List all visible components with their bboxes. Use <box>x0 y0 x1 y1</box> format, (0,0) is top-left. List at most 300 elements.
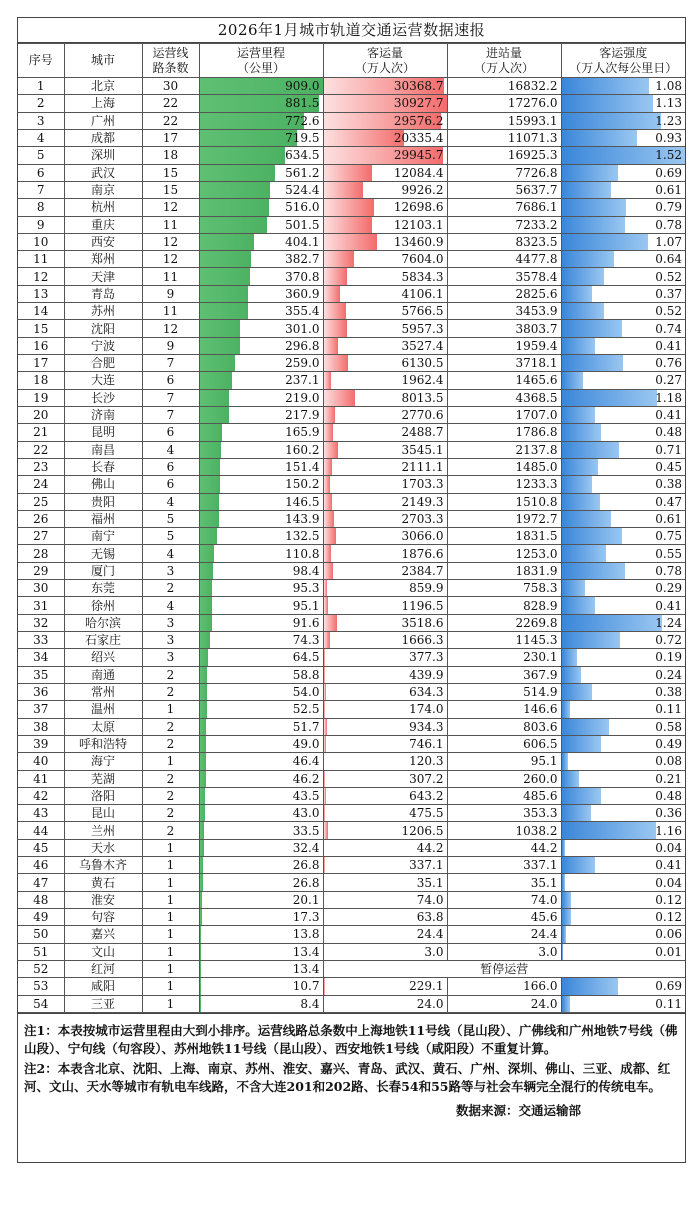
cell-km-bar <box>200 390 230 406</box>
cell-lines: 17 <box>142 129 199 146</box>
header-lines <box>142 44 199 78</box>
cell-entry <box>447 562 561 579</box>
cell-intensity-bar <box>562 736 602 752</box>
cell-pax-bar <box>324 442 338 458</box>
cell-entry <box>447 147 561 164</box>
table-row <box>18 233 685 250</box>
cell-pax-bar <box>324 251 354 267</box>
cell-entry-value: 367.9 <box>523 667 558 682</box>
cell-no: 36 <box>18 683 64 700</box>
cell-pax-bar <box>324 199 375 215</box>
cell-intensity <box>561 147 685 164</box>
cell-city: 呼和浩特 <box>64 735 142 752</box>
cell-pax-value: 35.1 <box>416 875 444 890</box>
cell-city: 太原 <box>64 718 142 735</box>
cell-km <box>199 164 323 181</box>
cell-pax <box>323 95 447 112</box>
cell-lines: 3 <box>142 632 199 649</box>
cell-lines: 4 <box>142 597 199 614</box>
cell-intensity-value: 1.07 <box>655 234 682 249</box>
cell-km-bar <box>200 753 206 769</box>
cell-km-bar <box>200 805 206 821</box>
cell-km-value: 634.5 <box>285 148 320 163</box>
cell-no: 14 <box>18 303 64 320</box>
cell-city: 合肥 <box>64 355 142 372</box>
cell-lines: 1 <box>142 960 199 977</box>
cell-lines: 1 <box>142 839 199 856</box>
cell-city: 石家庄 <box>64 632 142 649</box>
cell-intensity-value: 0.78 <box>655 563 682 578</box>
cell-intensity <box>561 199 685 216</box>
cell-km <box>199 199 323 216</box>
cell-intensity <box>561 545 685 562</box>
cell-city: 青岛 <box>64 285 142 302</box>
cell-km <box>199 909 323 926</box>
cell-km <box>199 95 323 112</box>
cell-intensity-value: 0.69 <box>655 979 682 994</box>
cell-lines: 12 <box>142 320 199 337</box>
cell-entry-value: 24.0 <box>530 996 558 1011</box>
cell-km-value: 13.4 <box>292 944 320 959</box>
cell-pax-value: 2488.7 <box>401 425 444 440</box>
cell-intensity <box>561 649 685 666</box>
cell-km-value: 98.4 <box>292 563 320 578</box>
cell-entry <box>447 909 561 926</box>
cell-entry-value: 1253.0 <box>515 546 558 561</box>
cell-intensity <box>561 597 685 614</box>
cell-intensity-value: 0.12 <box>655 892 682 907</box>
cell-pax <box>323 251 447 268</box>
cell-city: 南京 <box>64 181 142 198</box>
cell-pax-value: 29576.2 <box>393 113 444 128</box>
cell-entry-value: 2269.8 <box>515 615 558 630</box>
cell-pax-value: 1666.3 <box>401 633 444 648</box>
cell-pax-value: 6130.5 <box>401 356 444 371</box>
cell-km <box>199 597 323 614</box>
cell-pax <box>323 753 447 770</box>
cell-entry <box>447 510 561 527</box>
cell-entry-value: 1485.0 <box>515 460 558 475</box>
cell-km-bar <box>200 355 235 371</box>
cell-intensity-bar <box>562 338 595 354</box>
cell-city: 深圳 <box>64 147 142 164</box>
cell-km <box>199 787 323 804</box>
cell-lines: 1 <box>142 995 199 1012</box>
cell-km-bar <box>200 442 222 458</box>
cell-pax <box>323 303 447 320</box>
cell-entry <box>447 545 561 562</box>
cell-entry-value: 1831.5 <box>515 529 558 544</box>
table-row <box>18 753 685 770</box>
cell-pax-value: 3.0 <box>424 944 444 959</box>
cell-km <box>199 441 323 458</box>
cell-intensity-bar <box>562 545 607 561</box>
cell-km-value: 95.1 <box>292 598 320 613</box>
cell-pax-value: 12698.6 <box>393 200 444 215</box>
cell-intensity <box>561 268 685 285</box>
cell-entry <box>447 251 561 268</box>
cell-km-bar <box>200 372 232 388</box>
cell-entry-value: 828.9 <box>523 598 558 613</box>
cell-pax-value: 2111.1 <box>401 460 444 475</box>
cell-pax-value: 3527.4 <box>401 338 444 353</box>
table-row <box>18 389 685 406</box>
cell-lines: 9 <box>142 337 199 354</box>
cell-km <box>199 528 323 545</box>
cell-lines: 2 <box>142 666 199 683</box>
cell-pax <box>323 874 447 891</box>
header-pax-line2: （万人次） <box>354 60 415 75</box>
cell-no: 45 <box>18 839 64 856</box>
cell-intensity-bar <box>562 771 579 787</box>
cell-intensity <box>561 891 685 908</box>
cell-no: 31 <box>18 597 64 614</box>
cell-pax-bar <box>324 355 348 371</box>
cell-city: 北京 <box>64 78 142 95</box>
cell-pax <box>323 458 447 475</box>
cell-km-value: 110.8 <box>285 546 320 561</box>
cell-pax-bar <box>324 649 326 665</box>
cell-km-bar <box>200 407 229 423</box>
cell-pax <box>323 355 447 372</box>
cell-km <box>199 926 323 943</box>
cell-intensity-bar <box>562 355 624 371</box>
cell-pax <box>323 787 447 804</box>
cell-pax-value: 934.3 <box>409 719 444 734</box>
cell-intensity-value: 0.55 <box>655 546 682 561</box>
cell-intensity-bar <box>562 805 591 821</box>
cell-intensity <box>561 718 685 735</box>
cell-km <box>199 822 323 839</box>
cell-km-bar <box>200 667 208 683</box>
cell-lines: 2 <box>142 718 199 735</box>
cell-intensity-value: 0.27 <box>655 373 682 388</box>
cell-city: 西安 <box>64 233 142 250</box>
cell-pax-value: 30927.7 <box>393 96 444 111</box>
cell-city: 文山 <box>64 943 142 960</box>
cell-km <box>199 458 323 475</box>
cell-entry <box>447 355 561 372</box>
cell-km-bar <box>200 303 248 319</box>
cell-pax-value: 2149.3 <box>401 494 444 509</box>
cell-lines: 11 <box>142 303 199 320</box>
cell-intensity <box>561 181 685 198</box>
cell-km-value: 219.0 <box>285 390 320 405</box>
cell-km <box>199 268 323 285</box>
cell-city: 常州 <box>64 683 142 700</box>
cell-intensity <box>561 909 685 926</box>
cell-intensity-value: 0.01 <box>655 944 682 959</box>
cell-km-value: 146.5 <box>285 494 320 509</box>
cell-entry <box>447 943 561 960</box>
cell-pax <box>323 181 447 198</box>
cell-pax <box>323 406 447 423</box>
header-intensity-line1: 客运强度 <box>599 45 648 60</box>
table-row <box>18 355 685 372</box>
cell-pax-value: 9926.2 <box>401 183 444 198</box>
cell-km-value: 46.4 <box>292 754 320 769</box>
cell-intensity-value: 0.47 <box>655 494 682 509</box>
cell-entry <box>447 95 561 112</box>
cell-entry <box>447 891 561 908</box>
cell-entry-value: 24.4 <box>530 927 558 942</box>
table-row <box>18 372 685 389</box>
cell-entry-value: 16925.3 <box>507 148 558 163</box>
cell-pax <box>323 199 447 216</box>
cell-pax-bar <box>324 822 329 838</box>
cell-pax <box>323 735 447 752</box>
cell-km-bar <box>200 528 218 544</box>
cell-no: 10 <box>18 233 64 250</box>
header-lines-line1: 运营线 <box>152 45 189 60</box>
cell-lines: 1 <box>142 857 199 874</box>
cell-entry-value: 4368.5 <box>515 390 558 405</box>
cell-intensity-bar <box>562 874 565 890</box>
cell-km-value: 17.3 <box>292 910 320 925</box>
cell-km-bar <box>200 649 209 665</box>
cell-entry <box>447 718 561 735</box>
cell-pax-bar <box>324 701 325 717</box>
cell-intensity-value: 0.04 <box>655 840 682 855</box>
cell-intensity-value: 0.21 <box>655 771 682 786</box>
table-row <box>18 303 685 320</box>
cell-intensity-value: 0.49 <box>655 737 682 752</box>
cell-pax-bar <box>324 130 405 146</box>
cell-pax <box>323 233 447 250</box>
cell-entry <box>447 805 561 822</box>
cell-intensity <box>561 406 685 423</box>
cell-city: 沈阳 <box>64 320 142 337</box>
cell-intensity-bar <box>562 944 563 960</box>
cell-entry-value: 514.9 <box>523 685 558 700</box>
cell-entry-value: 3578.4 <box>515 269 558 284</box>
cell-intensity-value: 0.52 <box>655 304 682 319</box>
cell-intensity <box>561 735 685 752</box>
cell-entry-value: 166.0 <box>523 979 558 994</box>
cell-km <box>199 216 323 233</box>
cell-entry <box>447 320 561 337</box>
cell-km-value: 32.4 <box>292 840 320 855</box>
cell-intensity <box>561 389 685 406</box>
cell-km-bar <box>200 978 201 994</box>
cell-pax-bar <box>324 407 335 423</box>
cell-pax <box>323 580 447 597</box>
table-row <box>18 839 685 856</box>
table-row <box>18 129 685 146</box>
table-row <box>18 960 685 977</box>
cell-pax <box>323 424 447 441</box>
cell-intensity-bar <box>562 840 565 856</box>
cell-pax <box>323 268 447 285</box>
cell-km <box>199 78 323 95</box>
cell-intensity <box>561 943 685 960</box>
cell-km <box>199 753 323 770</box>
cell-no: 27 <box>18 528 64 545</box>
cell-km-value: 143.9 <box>285 511 320 526</box>
cell-km-value: 51.7 <box>292 719 320 734</box>
cell-intensity-bar <box>562 926 567 942</box>
table-body <box>18 78 685 1013</box>
header-intensity <box>561 44 685 78</box>
cell-km-value: 33.5 <box>292 823 320 838</box>
cell-lines: 6 <box>142 372 199 389</box>
table-row <box>18 181 685 198</box>
cell-pax <box>323 164 447 181</box>
cell-km <box>199 943 323 960</box>
cell-intensity <box>561 562 685 579</box>
cell-city: 南宁 <box>64 528 142 545</box>
cell-intensity-value: 0.41 <box>655 598 682 613</box>
cell-intensity <box>561 857 685 874</box>
header-city: 城市 <box>64 44 142 78</box>
table-row <box>18 458 685 475</box>
cell-no: 11 <box>18 251 64 268</box>
cell-city: 句容 <box>64 909 142 926</box>
cell-lines: 2 <box>142 735 199 752</box>
cell-km <box>199 562 323 579</box>
table-row <box>18 251 685 268</box>
cell-km-value: 8.4 <box>300 996 320 1011</box>
cell-intensity-value: 0.76 <box>655 356 682 371</box>
cell-entry-value: 337.1 <box>523 858 558 873</box>
cell-km-bar <box>200 476 220 492</box>
cell-city: 东莞 <box>64 580 142 597</box>
cell-no: 49 <box>18 909 64 926</box>
cell-km-bar <box>200 632 210 648</box>
cell-pax-value: 24.4 <box>416 927 444 942</box>
cell-lines: 1 <box>142 874 199 891</box>
cell-km-bar <box>200 234 255 250</box>
cell-km-bar <box>200 424 222 440</box>
cell-intensity-bar <box>562 286 592 302</box>
cell-entry-value: 74.0 <box>530 892 558 907</box>
cell-no: 28 <box>18 545 64 562</box>
cell-intensity <box>561 580 685 597</box>
cell-pax-bar <box>324 459 332 475</box>
cell-km-value: 52.5 <box>292 702 320 717</box>
cell-lines: 4 <box>142 441 199 458</box>
cell-pax-value: 44.2 <box>416 840 444 855</box>
cell-km <box>199 614 323 631</box>
cell-pax-value: 475.5 <box>409 806 444 821</box>
cell-intensity-value: 1.24 <box>655 615 682 630</box>
cell-pax-value: 2770.6 <box>401 408 444 423</box>
cell-pax-bar <box>324 286 340 302</box>
table-row <box>18 147 685 164</box>
cell-city: 芜湖 <box>64 770 142 787</box>
cell-city: 苏州 <box>64 303 142 320</box>
cell-entry <box>447 701 561 718</box>
cell-pax-bar <box>324 857 325 873</box>
cell-intensity-value: 0.79 <box>655 200 682 215</box>
cell-intensity-value: 1.08 <box>655 79 682 94</box>
cell-intensity-value: 0.36 <box>655 806 682 821</box>
cell-intensity-value: 1.16 <box>655 823 682 838</box>
cell-intensity <box>561 251 685 268</box>
cell-km-bar <box>200 684 207 700</box>
cell-pax-value: 3545.1 <box>401 442 444 457</box>
cell-intensity-bar <box>562 701 571 717</box>
cell-pax-value: 4106.1 <box>401 286 444 301</box>
cell-entry-value: 230.1 <box>523 650 558 665</box>
cell-pax <box>323 995 447 1012</box>
cell-pax-value: 5766.5 <box>401 304 444 319</box>
cell-intensity-bar <box>562 390 658 406</box>
cell-entry-value: 16832.2 <box>507 79 558 94</box>
cell-intensity-value: 0.58 <box>655 719 682 734</box>
cell-intensity-bar <box>562 511 612 527</box>
cell-km-value: 13.4 <box>292 962 320 977</box>
cell-km-bar <box>200 615 212 631</box>
cell-intensity-value: 0.74 <box>655 321 682 336</box>
cell-intensity <box>561 216 685 233</box>
cell-entry-value: 146.6 <box>523 702 558 717</box>
cell-pax <box>323 441 447 458</box>
table-row <box>18 562 685 579</box>
header-entry-line1: 进站量 <box>485 45 522 60</box>
cell-pax-bar <box>324 320 348 336</box>
cell-city: 温州 <box>64 701 142 718</box>
cell-entry-value: 44.2 <box>530 840 558 855</box>
cell-intensity-bar <box>562 788 601 804</box>
cell-km-bar <box>200 338 240 354</box>
cell-pax-bar <box>324 597 329 613</box>
cell-no: 21 <box>18 424 64 441</box>
cell-pax-bar <box>324 338 338 354</box>
cell-pax-bar <box>324 511 335 527</box>
cell-lines: 3 <box>142 562 199 579</box>
cell-entry <box>447 822 561 839</box>
cell-pax-bar <box>324 234 378 250</box>
cell-entry-value: 5637.7 <box>515 183 558 198</box>
cell-km-bar <box>200 840 204 856</box>
cell-intensity-value: 1.52 <box>655 148 682 163</box>
cell-city: 厦门 <box>64 562 142 579</box>
cell-km-bar <box>200 147 286 163</box>
cell-intensity-bar <box>562 268 604 284</box>
cell-pax <box>323 839 447 856</box>
cell-intensity-bar <box>562 649 577 665</box>
table-row <box>18 978 685 995</box>
cell-km-bar <box>200 701 207 717</box>
cell-no: 29 <box>18 562 64 579</box>
cell-intensity <box>561 839 685 856</box>
cell-pax-value: 174.0 <box>409 702 444 717</box>
cell-lines: 6 <box>142 458 199 475</box>
table-row <box>18 891 685 908</box>
cell-km-value: 54.0 <box>292 685 320 700</box>
cell-km-value: 26.8 <box>292 875 320 890</box>
table-row <box>18 787 685 804</box>
cell-km-bar <box>200 892 203 908</box>
cell-lines: 5 <box>142 510 199 527</box>
cell-pax <box>323 770 447 787</box>
cell-km-bar <box>200 165 276 181</box>
notes-section <box>18 1013 685 1162</box>
cell-pax-value: 3066.0 <box>401 529 444 544</box>
cell-entry <box>447 129 561 146</box>
cell-intensity <box>561 995 685 1012</box>
cell-entry <box>447 580 561 597</box>
table-row <box>18 510 685 527</box>
cell-entry-value: 1465.6 <box>515 373 558 388</box>
cell-pax-value: 7604.0 <box>401 252 444 267</box>
table-row <box>18 441 685 458</box>
cell-no: 17 <box>18 355 64 372</box>
cell-km-value: 360.9 <box>285 286 320 301</box>
cell-entry-value: 35.1 <box>530 875 558 890</box>
cell-intensity <box>561 78 685 95</box>
